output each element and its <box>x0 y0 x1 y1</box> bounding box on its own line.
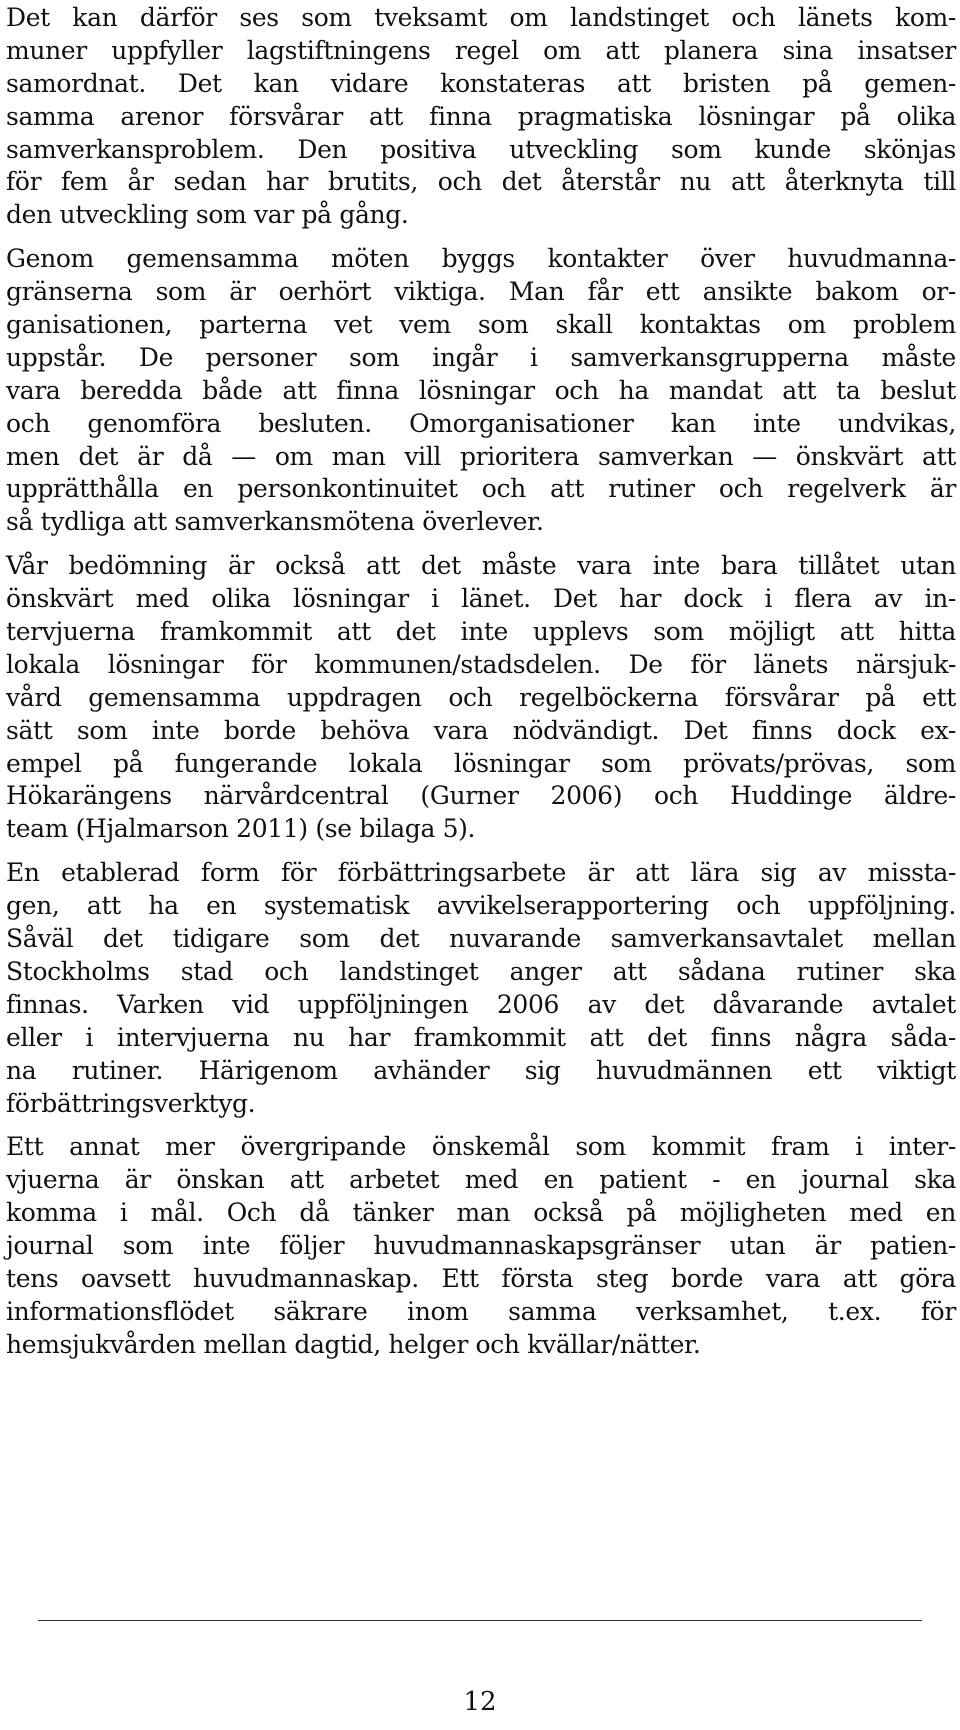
paragraph-line: na rutiner. Härigenom avhänder sig huvudmännen ett viktigt <box>6 1055 956 1085</box>
paragraph-line: sätt som inte borde behöva vara nödvändigt. Det finns dock ex- <box>6 715 956 745</box>
paragraph-line: Genom gemensamma möten byggs kontakter över huvudmanna- <box>6 244 956 274</box>
paragraph-line: samverkansproblem. Den positiva utveckling som kunde skönjas <box>6 134 956 164</box>
page-number-text: 12 <box>463 1687 497 1717</box>
paragraph-line: samma arenor försvårar att finna pragmatiska lösningar på olika <box>6 101 956 131</box>
paragraph-line: komma i mål. Och då tänker man också på möjligheten med en <box>6 1198 956 1228</box>
paragraph-line: journal som inte följer huvudmannaskapsgränser utan är patien- <box>6 1231 956 1261</box>
paragraph-line: tens oavsett huvudmannaskap. Ett första steg borde vara att göra <box>6 1263 956 1293</box>
paragraph-line: Stockholms stad och landstinget anger att sådana rutiner ska <box>6 956 956 986</box>
paragraph-line: önskvärt med olika lösningar i länet. Det har dock i flera av in- <box>6 584 956 614</box>
paragraph-line: Såväl det tidigare som det nuvarande samverkansavtalet mellan <box>6 924 956 954</box>
paragraph-line: för fem år sedan har brutits, och det återstår nu att återknyta till <box>6 167 956 197</box>
paragraph-line: vara beredda både att finna lösningar och ha mandat att ta beslut <box>6 375 956 405</box>
paragraph-line: Vår bedömning är också att det måste vara inte bara tillåtet utan <box>6 551 956 581</box>
paragraph <box>6 1131 956 1361</box>
paragraph-line: muner uppfyller lagstiftningens regel om att planera sina insatser <box>6 35 956 65</box>
paragraph-line: så tydliga att samverkansmötena överlever. <box>6 507 544 537</box>
paragraph-line: informationsflödet säkrare inom samma verksamhet, t.ex. för <box>6 1296 956 1326</box>
paragraph-line: och genomföra besluten. Omorganisationer kan inte undvikas, <box>6 408 956 438</box>
paragraph-line: gen, att ha en systematisk avvikelserapportering och uppföljning. <box>6 891 956 921</box>
paragraph <box>6 857 956 1120</box>
paragraph-line: vjuerna är önskan att arbetet med en patient - en journal ska <box>6 1165 956 1195</box>
paragraph-line: Hökarängens närvårdcentral (Gurner 2006) och Huddinge äldre- <box>6 781 956 811</box>
paragraph-line: uppstår. De personer som ingår i samverkansgrupperna måste <box>6 342 956 372</box>
paragraph-line: En etablerad form för förbättringsarbete är att lära sig av missta- <box>6 858 956 888</box>
paragraph-line: den utveckling som var på gång. <box>6 200 409 230</box>
paragraph-line: vård gemensamma uppdragen och regelböckerna försvårar på ett <box>6 682 956 712</box>
paragraph-line: upprätthålla en personkontinuitet och att rutiner och regelverk är <box>6 474 956 504</box>
paragraph <box>6 550 956 846</box>
paragraph <box>6 243 956 539</box>
paragraph-line: förbättringsverktyg. <box>6 1088 256 1118</box>
paragraph-line: team (Hjalmarson 2011) (se bilaga 5). <box>6 814 476 844</box>
paragraph-line: hemsjukvården mellan dagtid, helger och kvällar/nätter. <box>6 1329 701 1359</box>
page-number <box>0 1686 960 1718</box>
paragraph-line: empel på fungerande lokala lösningar som prövats/prövas, som <box>6 748 956 778</box>
paragraph-line: finnas. Varken vid uppföljningen 2006 av det dåvarande avtalet <box>6 989 956 1019</box>
paragraph-line: eller i intervjuerna nu har framkommit att det finns några såda- <box>6 1022 956 1052</box>
paragraph-line: Det kan därför ses som tveksamt om landstinget och länets kom- <box>6 3 956 32</box>
paragraph-line: samordnat. Det kan vidare konstateras att bristen på gemen- <box>6 68 956 98</box>
paragraph-line: ganisationen, parterna vet vem som skall kontaktas om problem <box>6 310 956 340</box>
paragraph-line: Ett annat mer övergripande önskemål som kommit fram i inter- <box>6 1132 956 1162</box>
paragraph-line: men det är då — om man vill prioritera samverkan — önskvärt att <box>6 441 956 471</box>
paragraph-line: tervjuerna framkommit att det inte upplevs som möjligt att hitta <box>6 617 956 647</box>
document-body <box>6 2 956 1373</box>
paragraph-line: gränserna som är oerhört viktiga. Man får ett ansikte bakom or- <box>6 277 956 307</box>
footer-divider <box>38 1620 922 1621</box>
paragraph-line: lokala lösningar för kommunen/stadsdelen. De för länets närsjuk- <box>6 649 956 679</box>
paragraph <box>6 2 956 232</box>
